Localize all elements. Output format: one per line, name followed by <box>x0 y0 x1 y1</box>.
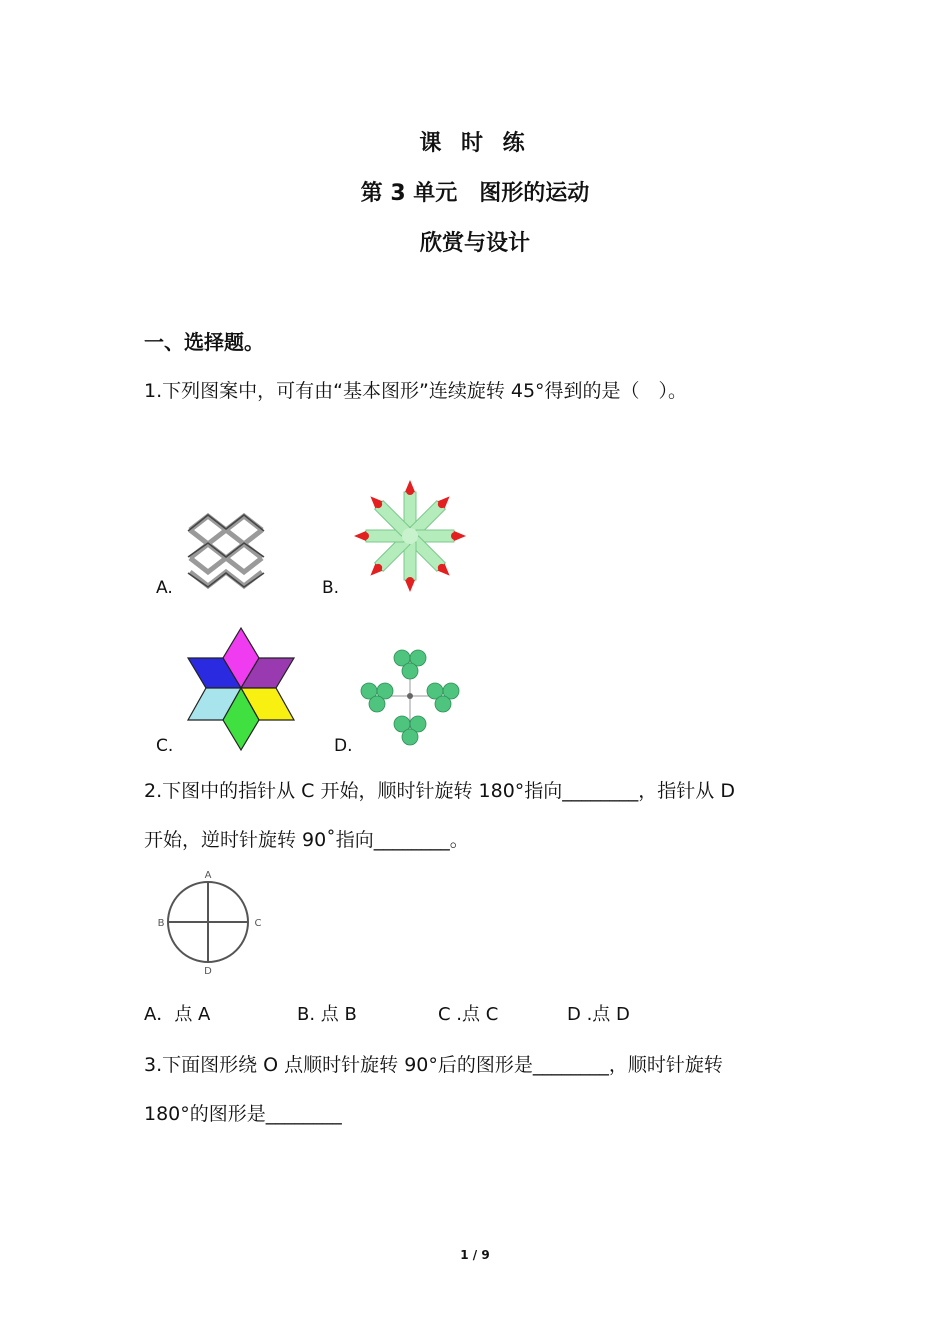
question-3-line-1: 3.下面图形绕 O 点顺时针旋转 90°后的图形是________，顺时针旋转 <box>144 1054 723 1076</box>
option-a-label: A. <box>156 578 173 598</box>
dial-label-b: B <box>157 918 165 929</box>
question-3-line-2: 180°的图形是________ <box>144 1103 342 1125</box>
option-b-arrow-wheel-figure <box>350 476 470 596</box>
question-2-line-2: 开始，逆时针旋转 90˚指向________。 <box>144 829 469 851</box>
q2-option-d: D .点 D <box>567 1004 630 1025</box>
question-2-line-1: 2.下图中的指针从 C 开始，顺时针旋转 180°指向________，指针从 D <box>144 780 735 802</box>
dial-diagram <box>152 868 268 980</box>
q2-option-b: B. 点 B <box>297 1004 357 1025</box>
unit-title: 第 3 单元 图形的运动 <box>360 181 590 206</box>
page-number: 1 / 9 <box>460 1248 490 1262</box>
option-c-label: C. <box>156 736 174 756</box>
option-c-hexagram-figure <box>184 626 298 754</box>
q2-option-c: C .点 C <box>438 1004 499 1025</box>
option-a-lattice-figure <box>186 510 268 592</box>
option-d-clover-figure <box>358 644 462 748</box>
worksheet-title: 课 时 练 <box>419 131 531 156</box>
q2-option-a: A．点 A <box>144 1004 211 1025</box>
dial-label-d: D <box>204 966 212 977</box>
question-1-text: 1.下列图案中，可有由“基本图形”连续旋转 45°得到的是（ ）。 <box>144 380 688 402</box>
dial-label-a: A <box>204 870 212 881</box>
dial-label-c: C <box>254 918 262 929</box>
option-b-label: B. <box>322 578 340 598</box>
lesson-title: 欣赏与设计 <box>419 231 530 256</box>
option-d-label: D. <box>334 736 353 756</box>
section-heading: 一、选择题。 <box>144 330 264 354</box>
